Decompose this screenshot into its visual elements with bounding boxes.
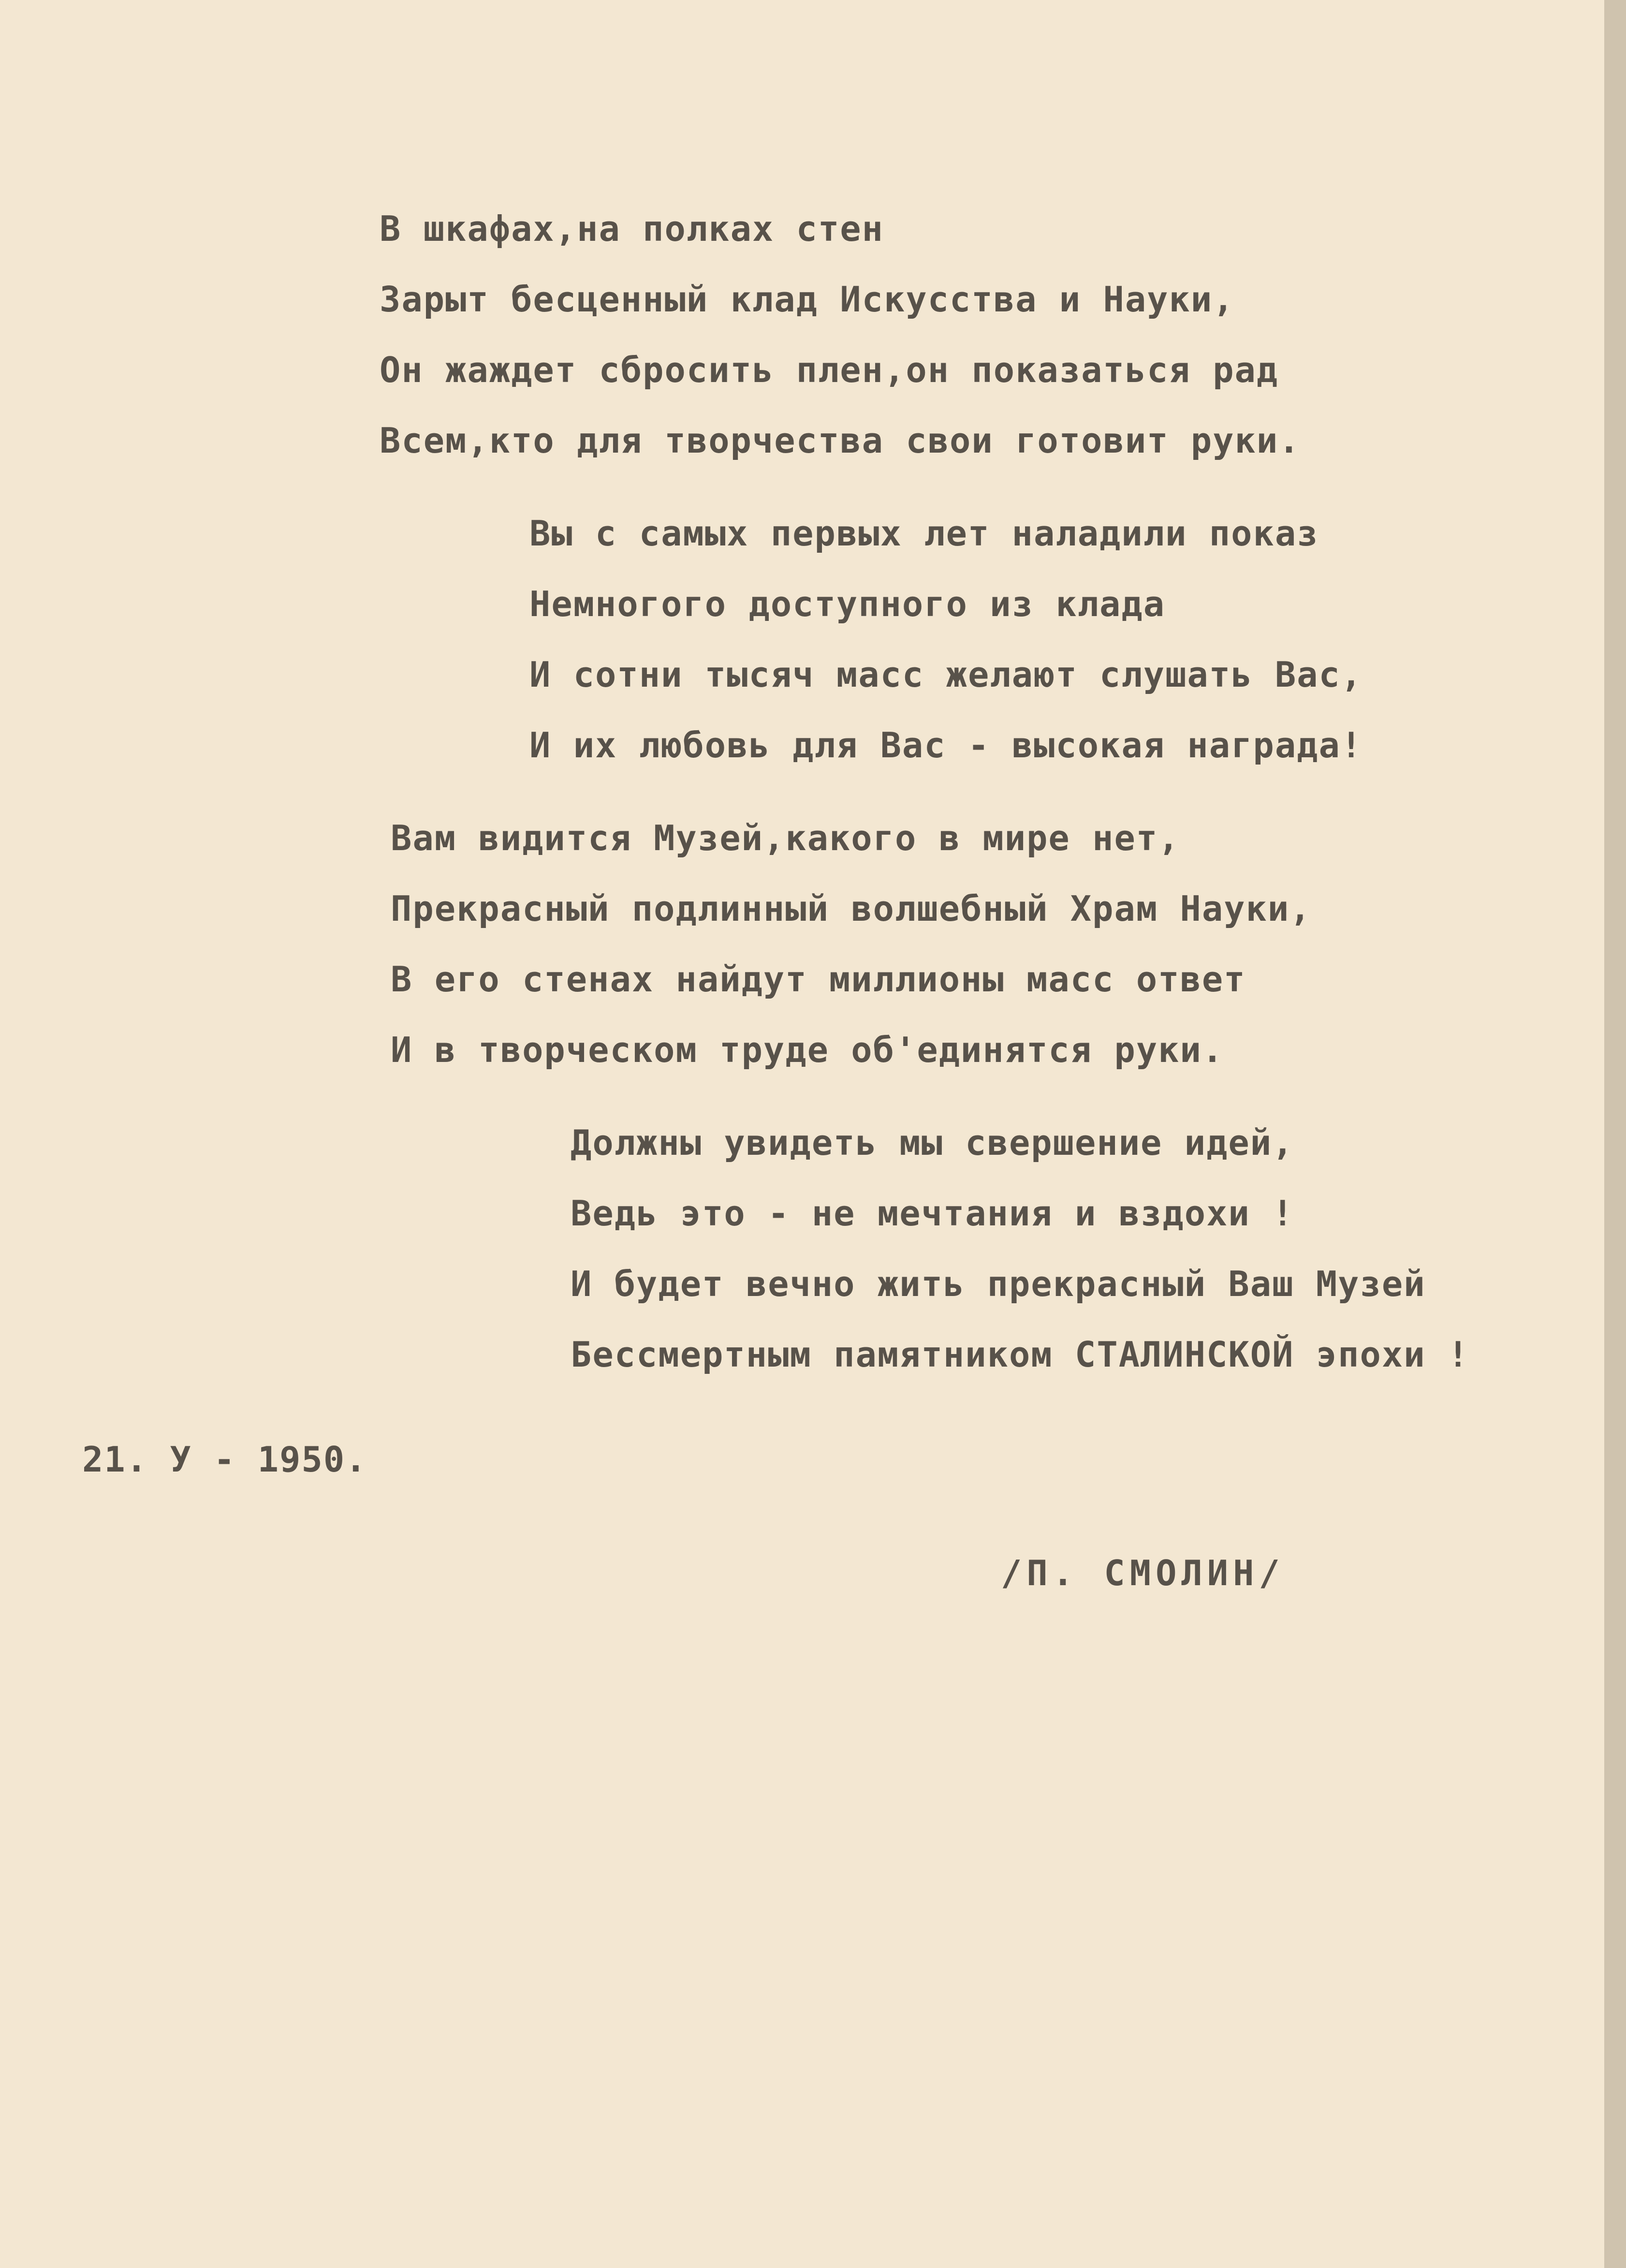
poem-line: И в творческом труде об'единятся руки. — [391, 1030, 1224, 1070]
poem-stanza-2 — [529, 498, 1362, 781]
poem-line: Зарыт бесценный клад Искусства и Науки, — [380, 279, 1235, 320]
poem-line: Вам видится Музей,какого в мире нет, — [391, 818, 1180, 858]
document-date: 21. У - 1950. — [82, 1439, 367, 1480]
poem-stanza-3 — [391, 803, 1312, 1085]
poem-line: В его стенах найдут миллионы масс ответ — [391, 959, 1246, 1000]
author-signature: /П. СМОЛИН/ — [1001, 1553, 1285, 1593]
poem-line: И будет вечно жить прекрасный Ваш Музей — [571, 1264, 1426, 1304]
poem-line: Ведь это - не мечтания и вздохи ! — [571, 1193, 1294, 1234]
poem-line: Бессмертным памятником СТАЛИНСКОЙ эпохи ! — [571, 1334, 1470, 1375]
poem-stanza-4 — [571, 1107, 1469, 1390]
poem-line: Немногого доступного из клада — [529, 584, 1166, 624]
poem-stanza-1 — [380, 193, 1301, 476]
poem-line: В шкафах,на полках стен — [380, 208, 884, 249]
poem-line: Прекрасный подлинный волшебный Храм Науки, — [391, 888, 1312, 929]
poem-line: Он жаждет сбросить плен,он показаться рад — [380, 350, 1279, 390]
page-edge — [1604, 0, 1626, 2268]
poem-line: И их любовь для Вас - высокая награда! — [529, 725, 1363, 766]
poem-line: Вы с самых первых лет наладили показ — [529, 513, 1319, 554]
poem-line: И сотни тысяч масс желают слушать Вас, — [529, 654, 1363, 695]
poem-line: Должны увидеть мы свершение идей, — [571, 1122, 1294, 1163]
poem-line: Всем,кто для творчества свои готовит руки. — [380, 420, 1301, 461]
